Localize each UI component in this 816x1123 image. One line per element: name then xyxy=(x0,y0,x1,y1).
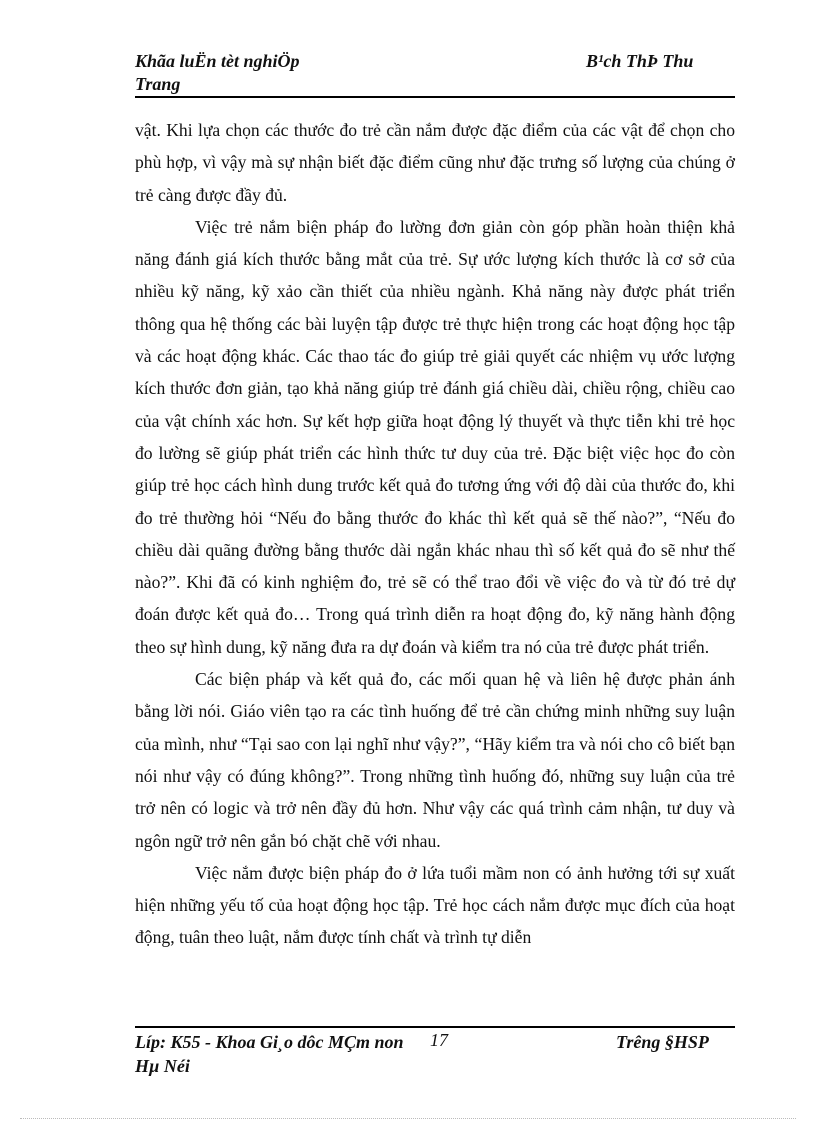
paragraph-3: Các biện pháp và kết quả đo, các mối quan hệ và liên hệ được phản ánh bằng lời nói. Giáo viên tạo ra các tình huống để trẻ cần chứng minh những suy luận của mình, như “Tại sao con lại nghĩ như vậy?”, “Hãy kiểm tra và nói cho cô biết bạn nói như vậy có đúng không?”. Trong những tình huống đó, những suy luận của trẻ trở nên có logic và trở nên đầy đủ hơn. Như vậy các quá trình cảm nhận, tư duy và ngôn ngữ trở nên gắn bó chặt chẽ với nhau. xyxy=(135,669,735,851)
header-thesis-title: Khãa luËn tèt nghiÖp xyxy=(135,51,300,71)
paragraph-4: Việc nắm được biện pháp đo ở lứa tuổi mầm non có ảnh hưởng tới sự xuất hiện những yếu tố của hoạt động học tập. Trẻ học cách nắm được mục đích của hoạt động, tuân theo luật, nắm được tính chất và trình tự diễn xyxy=(135,862,735,948)
footer-class-label: Líp: K55 - Khoa Gi¸o dôc MÇm non xyxy=(135,1032,404,1052)
footer-city: Hµ Néi xyxy=(135,1056,190,1076)
header-page-label: Trang xyxy=(135,74,181,94)
running-header-left xyxy=(135,50,435,96)
paragraph-2: Việc trẻ nắm biện pháp đo lường đơn giản còn góp phần hoàn thiện khả năng đánh giá kích thước bằng mắt của trẻ. Sự ước lượng kích thước là cơ sở của nhiều kỹ năng, kỹ xảo cần thiết của nhiều ngành. Khả năng này được phát triển thông qua hệ thống các bài luyện tập được trẻ thực hiện trong các hoạt động học tập và các hoạt động khác. Các thao tác đo giúp trẻ giải quyết các nhiệm vụ ước lượng kích thước đơn giản, tạo khả năng giúp trẻ đánh giá chiều dài, chiều rộng, chiều cao của vật chính xác hơn. Sự kết hợp giữa hoạt động lý thuyết và thực tiễn khi trẻ học đo lường sẽ giúp phát triển các hình thức tư duy của trẻ. Đặc biệt việc học đo còn giúp trẻ học cách hình dung trước kết quả đo tương ứng với độ dài của thước đo, khi đo trẻ thường hỏi “Nếu đo bằng thước đo khác thì kết quả sẽ thế nào?”, “Nếu đo chiều dài quãng đường bằng thước dài ngắn khác nhau thì số kết quả đo sẽ như thế nào?”. Khi đã có kinh nghiệm đo, trẻ sẽ có thể trao đổi về việc đo và từ đó trẻ dự đoán được kết quả đo… Trong quá trình diễn ra hoạt động đo, kỹ năng hành động theo sự hình dung, kỹ năng đưa ra dự đoán và kiểm tra nó của trẻ được phát triển. xyxy=(135,216,735,657)
footer-rule xyxy=(135,1026,735,1028)
header-rule xyxy=(135,96,735,98)
page-number: 17 xyxy=(430,1030,448,1050)
page-body xyxy=(135,114,735,954)
page-break-line xyxy=(20,1118,796,1119)
footer-school-name: Trêng §HSP xyxy=(616,1032,709,1052)
header-author-name: B¹ch ThÞ Thu xyxy=(586,51,694,71)
paragraph-1: vật. Khi lựa chọn các thước đo trẻ cần nắm được đặc điểm của các vật để chọn cho phù hợp, vì vậy mà sự nhận biết đặc điểm cũng như đặc trưng số lượng của chúng ở trẻ càng được đầy đủ. xyxy=(135,120,735,205)
running-footer-left xyxy=(135,1030,455,1078)
